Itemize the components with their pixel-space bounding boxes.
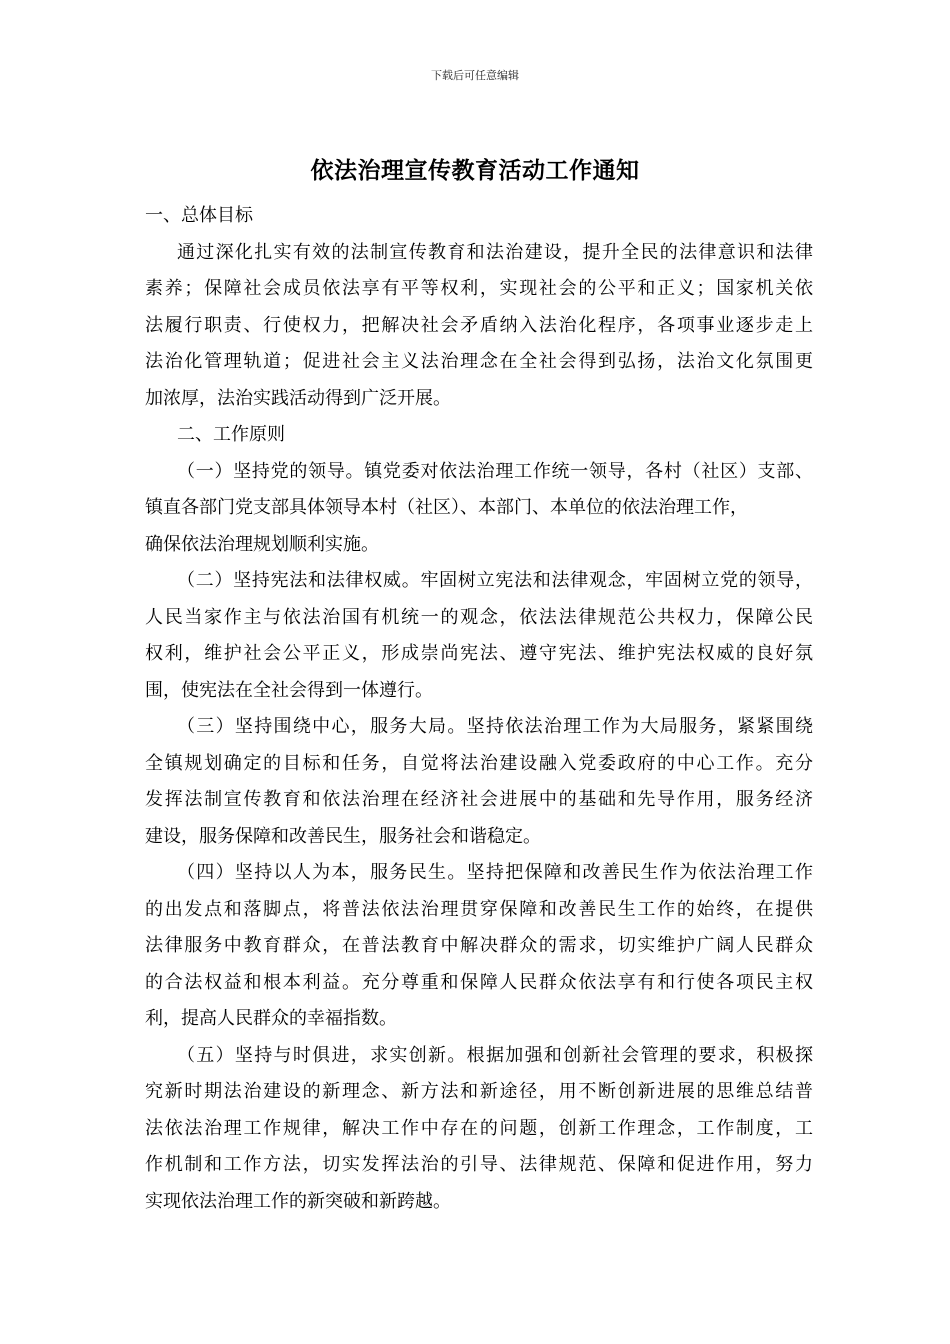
section-heading: 二、工作原则 — [177, 424, 285, 445]
paragraph-line: 通过深化扎实有效的法制宣传教育和法治建设，提升全民的法律意识和法律 — [177, 241, 813, 263]
paragraph-line: 究新时期法治建设的新理念、新方法和新途径，用不断创新进展的思维总结普 — [145, 1081, 813, 1102]
paragraph-line: 加浓厚，法治实践活动得到广泛开展。 — [145, 387, 451, 409]
paragraph-line: （一）坚持党的领导。镇党委对依法治理工作统一领导，各村（社区）支部、 — [177, 460, 813, 482]
paragraph-line: 法履行职责、行使权力，把解决社会矛盾纳入法治化程序，各项事业逐步走上 — [145, 314, 813, 336]
header-note: 下载后可任意编辑 — [431, 69, 519, 82]
paragraph-line: 围，使宪法在全社会得到一体遵行。 — [145, 679, 433, 701]
document-body — [145, 198, 813, 1220]
paragraph-line: 的合法权益和根本利益。充分尊重和保障人民群众依法享有和行使各项民主权 — [145, 971, 813, 993]
paragraph-line: （二）坚持宪法和法律权威。牢固树立宪法和法律观念，牢固树立党的领导， — [177, 570, 813, 591]
paragraph-line: 作机制和工作方法，切实发挥法治的引导、法律规范、保障和促进作用，努力 — [145, 1154, 813, 1175]
paragraph-line: 利，提高人民群众的幸福指数。 — [145, 1008, 397, 1029]
section-heading: 一、总体目标 — [145, 205, 253, 226]
paragraph-line: 全镇规划确定的目标和任务，自觉将法治建设融入党委政府的中心工作。充分 — [145, 752, 813, 774]
paragraph-line: 人民当家作主与依法治国有机统一的观念，依法法律规范公共权力，保障公民 — [145, 606, 813, 628]
paragraph-line: 法治化管理轨道；促进社会主义法治理念在全社会得到弘扬，法治文化氛围更 — [145, 351, 813, 372]
paragraph-line: （三）坚持围绕中心，服务大局。坚持依法治理工作为大局服务，紧紧围绕 — [177, 716, 813, 737]
paragraph-line: （四）坚持以人为本，服务民生。坚持把保障和改善民生作为依法治理工作 — [177, 862, 813, 883]
paragraph-line: 镇直各部门党支部具体领导本村（社区）、本部门、本单位的依法治理工作， — [145, 497, 748, 518]
paragraph-line: 法律服务中教育群众，在普法教育中解决群众的需求，切实维护广阔人民群众 — [145, 935, 813, 956]
paragraph-line: 权利，维护社会公平正义，形成崇尚宪法、遵守宪法、维护宪法权威的良好氛 — [145, 643, 813, 664]
paragraph-line: （五）坚持与时俱进，求实创新。根据加强和创新社会管理的要求，积极探 — [177, 1044, 813, 1066]
paragraph-line: 建设，服务保障和改善民生，服务社会和谐稳定。 — [145, 825, 541, 847]
paragraph-line: 法依法治理工作规律，解决工作中存在的问题，创新工作理念，工作制度，工 — [145, 1117, 813, 1139]
document-title: 依法治理宣传教育活动工作通知 — [310, 157, 640, 184]
paragraph-line: 实现依法治理工作的新突破和新跨越。 — [145, 1190, 451, 1212]
paragraph-line: 的出发点和落脚点，将普法依法治理贯穿保障和改善民生工作的始终，在提供 — [145, 898, 813, 920]
paragraph-line: 确保依法治理规划顺利实施。 — [145, 533, 379, 555]
paragraph-line: 素养；保障社会成员依法享有平等权利，实现社会的公平和正义；国家机关依 — [145, 278, 813, 299]
paragraph-line: 发挥法制宣传教育和依法治理在经济社会进展中的基础和先导作用，服务经济 — [145, 789, 813, 810]
